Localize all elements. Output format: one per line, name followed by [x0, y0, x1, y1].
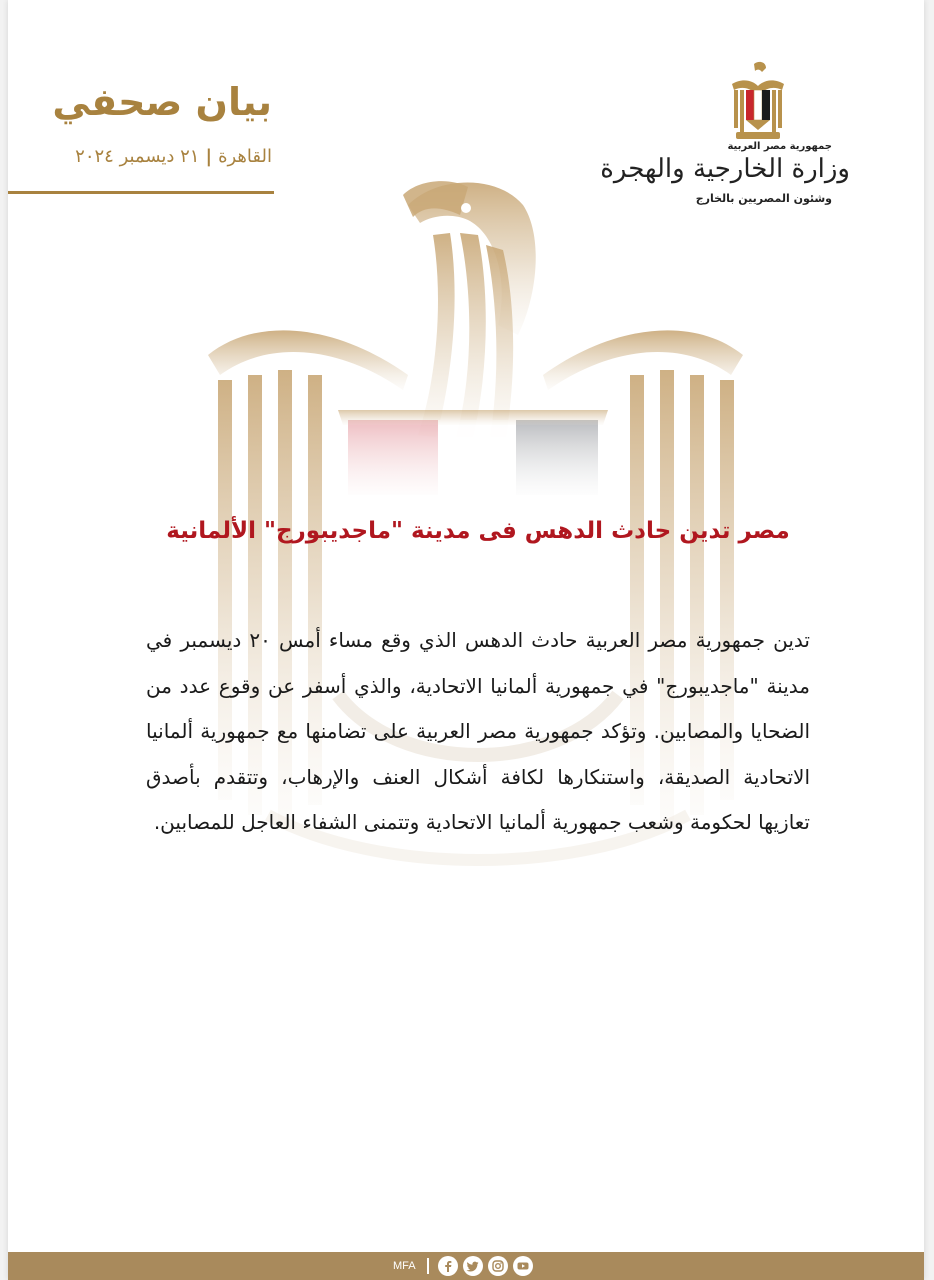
dateline-city: القاهرة	[218, 146, 272, 167]
press-release-title: بيان صحفي	[52, 80, 272, 124]
header-divider	[8, 191, 274, 194]
body-paragraph: تدين جمهورية مصر العربية حادث الدهس الذي وقع مساء أمس ٢٠ ديسمبر في مدينة "ماجديبورج" في جمهورية ألمانيا الاتحادية، والذي أسفر عن وقوع عدد من الضحايا والمصابين. وتؤكد جمهورية مصر العربية على تضامنها مع جمهورية ألمانيا الاتحادية الصديقة، واستنكارها لكافة أشكال العنف والإرهاب، وتتقدم بأصدق تعازيها لحكومة وشعب جمهورية ألمانيا الاتحادية وتتمنى الشفاء العاجل للمصابين.	[146, 628, 810, 834]
egypt-eagle-emblem-icon	[726, 60, 790, 142]
facebook-icon[interactable]	[438, 1256, 458, 1276]
twitter-icon[interactable]	[463, 1256, 483, 1276]
country-name: جمهورية مصر العربية	[727, 141, 832, 152]
ministry-subtitle: وشئون المصريين بالخارج	[695, 192, 832, 205]
footer-social	[393, 1255, 533, 1277]
ministry-name: وزارة الخارجية والهجرة	[600, 154, 850, 184]
dateline-date: ٢١ ديسمبر ٢٠٢٤	[75, 146, 200, 167]
footer-bar	[8, 1252, 924, 1280]
footer-label: MFA	[393, 1260, 416, 1272]
dateline-separator: |	[205, 146, 213, 167]
youtube-icon[interactable]	[513, 1256, 533, 1276]
dateline	[75, 146, 272, 167]
press-release-page	[8, 0, 924, 1280]
footer-divider	[427, 1258, 429, 1274]
headline: مصر تدين حادث الدهس فى مدينة "ماجديبورج" الألمانية	[166, 518, 790, 544]
instagram-icon[interactable]	[488, 1256, 508, 1276]
